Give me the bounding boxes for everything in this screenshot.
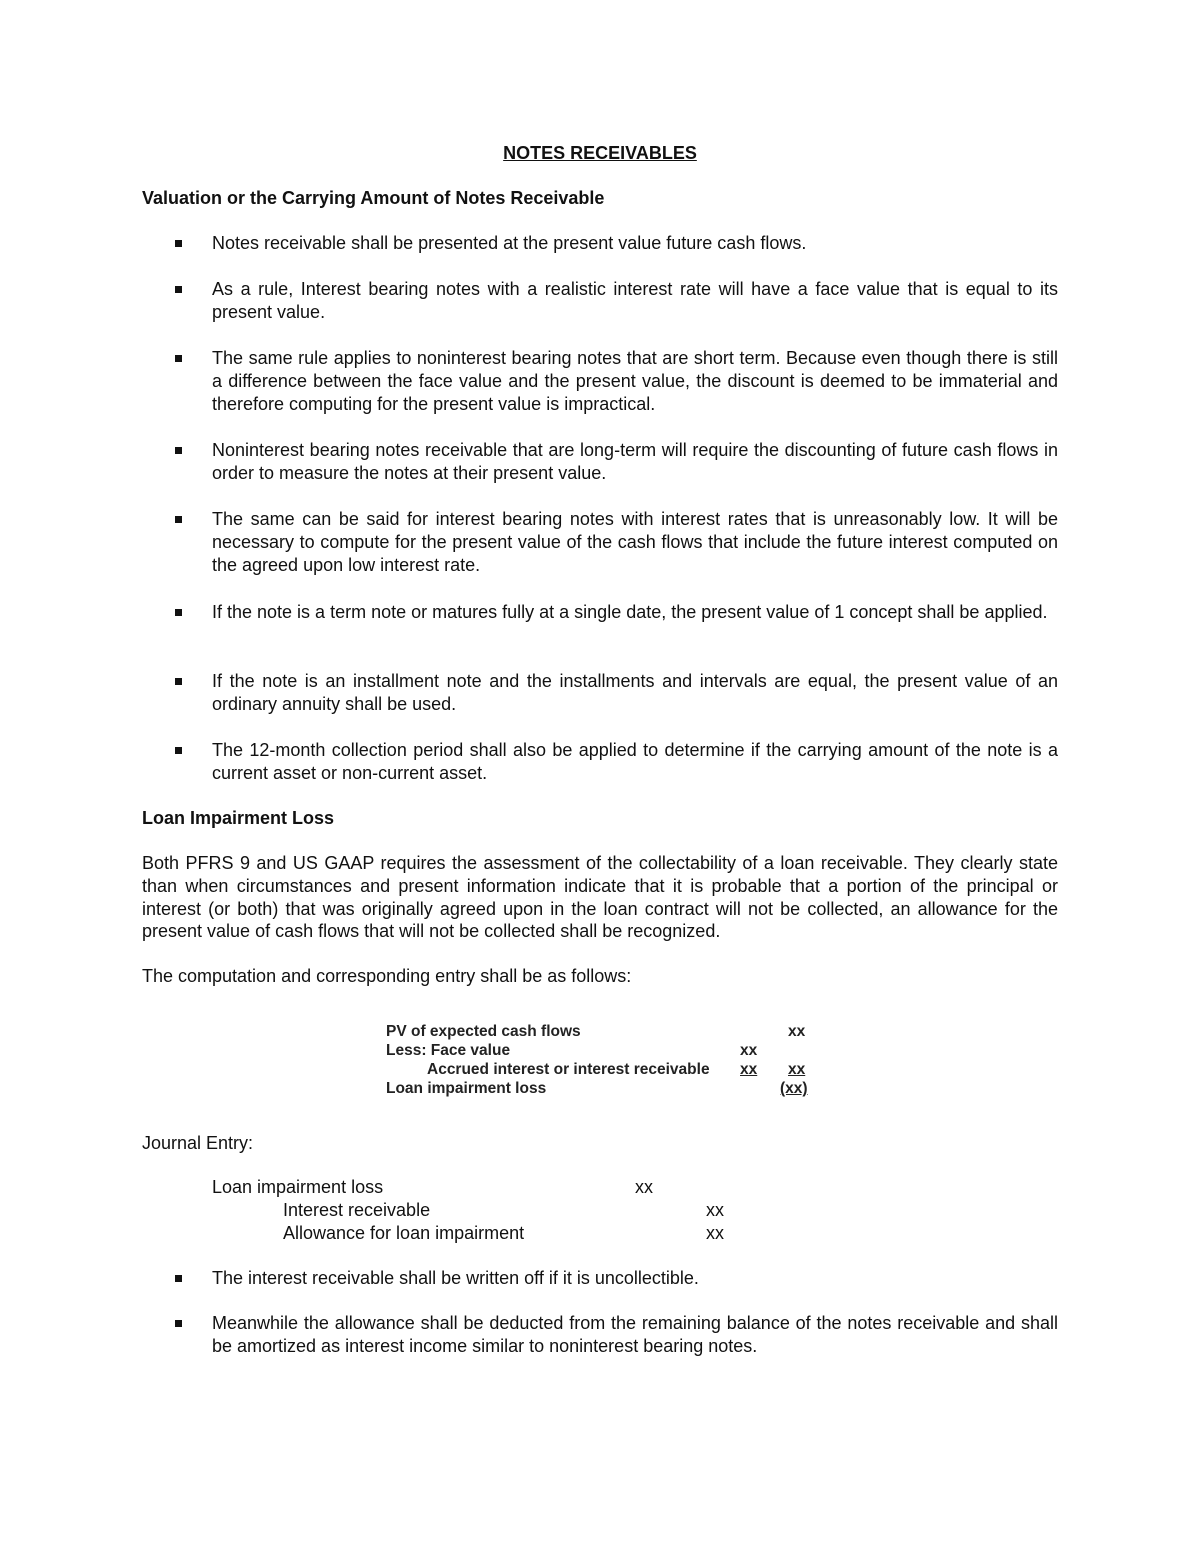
accrued-interest-value: xx bbox=[740, 1061, 758, 1078]
bullet-icon bbox=[175, 609, 182, 616]
loan-impairment-paragraph: Both PFRS 9 and US GAAP requires the assessment of the collectability of a loan receivable. They clearly state than when circumstances and present information indicate that it is probable that a portion of the principal or interest (or both) that was originally agreed upon in the loan contract will not be collected, an allowance for the present value of cash flows that will not be collected shall be recognized. bbox=[142, 853, 1058, 942]
list-item-text: Noninterest bearing notes receivable that are long-term will require the discounting of future cash flows in order to measure the notes at their present value. bbox=[212, 440, 1058, 483]
loan-impairment-loss-label: Loan impairment loss bbox=[386, 1080, 547, 1097]
computation-table bbox=[384, 1022, 824, 1102]
document-title: NOTES RECEIVABLES bbox=[503, 143, 697, 163]
pv-label: PV of expected cash flows bbox=[386, 1023, 581, 1040]
credit-account-allowance: Allowance for loan impairment bbox=[283, 1223, 525, 1243]
list-item-text: The same can be said for interest bearing notes with interest rates that is unreasonably low. It will be necessary to compute for the present value of the cash flows that include the future interest computed on the agreed upon low interest rate. bbox=[212, 509, 1058, 575]
accrued-interest-total: xx bbox=[788, 1061, 806, 1078]
list-item-text: If the note is a term note or matures fully at a single date, the present value of 1 concept shall be applied. bbox=[212, 602, 1048, 622]
list-item-text: The interest receivable shall be written off if it is uncollectible. bbox=[212, 1268, 699, 1288]
credit-value-interest: xx bbox=[706, 1200, 724, 1220]
bullet-icon bbox=[175, 1275, 182, 1282]
bullet-icon bbox=[175, 678, 182, 685]
less-face-value-value: xx bbox=[740, 1042, 758, 1059]
bullet-icon bbox=[175, 447, 182, 454]
list-item-text: The same rule applies to noninterest bearing notes that are short term. Because even though there is still a difference between the face value and the present value, the discount is deemed to be immaterial and therefore computing for the present value is impractical. bbox=[212, 348, 1058, 414]
credit-value-allowance: xx bbox=[706, 1223, 724, 1243]
bullet-icon bbox=[175, 240, 182, 247]
journal-entry-table bbox=[0, 1176, 1200, 1246]
loan-impairment-loss-value: (xx) bbox=[780, 1080, 808, 1097]
list-item-text: The 12-month collection period shall also be applied to determine if the carrying amount of the note is a current asset or non-current asset. bbox=[212, 740, 1058, 783]
list-item-text: As a rule, Interest bearing notes with a realistic interest rate will have a face value that is equal to its present value. bbox=[212, 279, 1058, 322]
bullet-icon bbox=[175, 516, 182, 523]
list-item-text: Notes receivable shall be presented at the present value future cash flows. bbox=[212, 233, 807, 253]
less-face-value-label: Less: Face value bbox=[386, 1042, 511, 1059]
debit-account: Loan impairment loss bbox=[212, 1177, 384, 1197]
list-item-text: Meanwhile the allowance shall be deducted from the remaining balance of the notes receivable and shall be amortized as interest income similar to noninterest bearing notes. bbox=[212, 1313, 1058, 1356]
bullet-icon bbox=[175, 1320, 182, 1327]
bullet-icon bbox=[175, 286, 182, 293]
section-heading-loan-impairment: Loan Impairment Loss bbox=[142, 808, 335, 828]
credit-account-interest: Interest receivable bbox=[283, 1200, 431, 1220]
computation-intro: The computation and corresponding entry shall be as follows: bbox=[142, 966, 632, 986]
accrued-interest-label: Accrued interest or interest receivable bbox=[427, 1061, 710, 1078]
section-heading-valuation: Valuation or the Carrying Amount of Notes Receivable bbox=[142, 188, 605, 208]
bullet-icon bbox=[175, 355, 182, 362]
debit-value: xx bbox=[635, 1177, 653, 1197]
list-item-text: If the note is an installment note and the installments and intervals are equal, the present value of an ordinary annuity shall be used. bbox=[212, 671, 1058, 714]
bullet-icon bbox=[175, 747, 182, 754]
journal-entry-label: Journal Entry: bbox=[142, 1133, 254, 1153]
pv-value: xx bbox=[788, 1023, 806, 1040]
